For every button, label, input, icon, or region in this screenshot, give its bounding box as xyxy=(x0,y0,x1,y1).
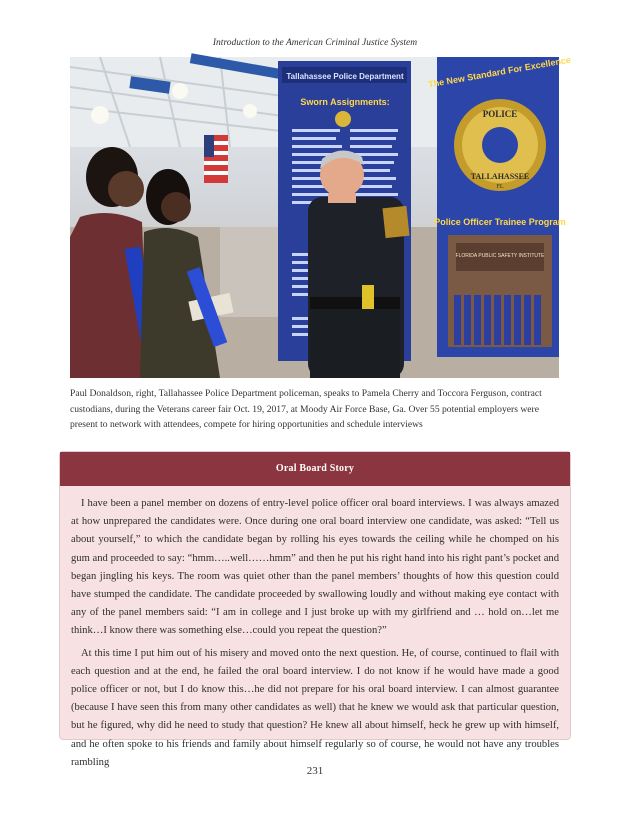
badge-city-text: TALLAHASSEE xyxy=(470,172,530,181)
badge-top-text: POLICE xyxy=(482,109,518,119)
photo-caption: Paul Donaldson, right, Tallahassee Police Department policeman, speaks to Pamela Cherry and Toccora Ferguson, contract custodians, during the Veterans career fair Oct. 19, 2017, at Moody Air Force Base, Ga. Over 55 potential employers were present to network with attendees, compete for hiring opportunities and schedule interviews xyxy=(70,388,542,430)
academy-sign: FLORIDA PUBLIC SAFETY INSTITUTE xyxy=(455,253,545,259)
running-header: Introduction to the American Criminal Justice System xyxy=(212,38,418,48)
banner-left-title: Tallahassee Police Department xyxy=(286,72,404,81)
story-paragraph-1: I have been a panel member on dozens of entry-level police officer oral board interviews. I was always amazed at how unprepared the candidates were. Once during one oral board interview one candidate, was asked: “Tell us about yourself,” to which the candidate began by rolling his eyes towards the ceiling while he chomped on his gum and proceeded to say: “hmm…..well……hmm” and then he put his right hand into his right pant’s pocket and began jingling his keys. The room was quiet other than the panel members’ thoughts of how this question could have stumped the candidate. The candidate proceeded by swallowing loudly and without making eye contact with any of the panel members said: “I am in college and I just broke up with my girlfriend and … hold on…let me think…I know there was something else…could you repeat the question?” xyxy=(71,498,559,637)
page-number: 231 xyxy=(306,765,324,777)
story-title: Oral Board Story xyxy=(60,452,570,486)
oral-board-story-box xyxy=(59,451,571,768)
story-body xyxy=(60,486,570,772)
story-paragraph-2: At this time I put him out of his misery and moved onto the next question. He, of course, continued to flail with each question and at the end, he failed the oral board interview. I do not know if he would have made a good police officer or not, but I do know this…he did not prepare for his oral board interview. I can almost guarantee (because I have seen this from many other candidates as well) that he knew we would ask that particular question, but he figured, why did he need to study that question? He knew all about himself, heck he grew up with himself, and he often spoke to his friends and family about himself regularly so of course, he would not have any troubles rambling xyxy=(71,647,559,768)
career-fair-photo xyxy=(70,54,572,378)
badge-state-text: FL xyxy=(496,184,504,190)
banner-right-title: The New Standard For Excellence xyxy=(427,54,572,90)
banner-right-subtitle: Police Officer Trainee Program xyxy=(434,217,566,227)
banner-left-heading: Sworn Assignments: xyxy=(300,97,390,107)
